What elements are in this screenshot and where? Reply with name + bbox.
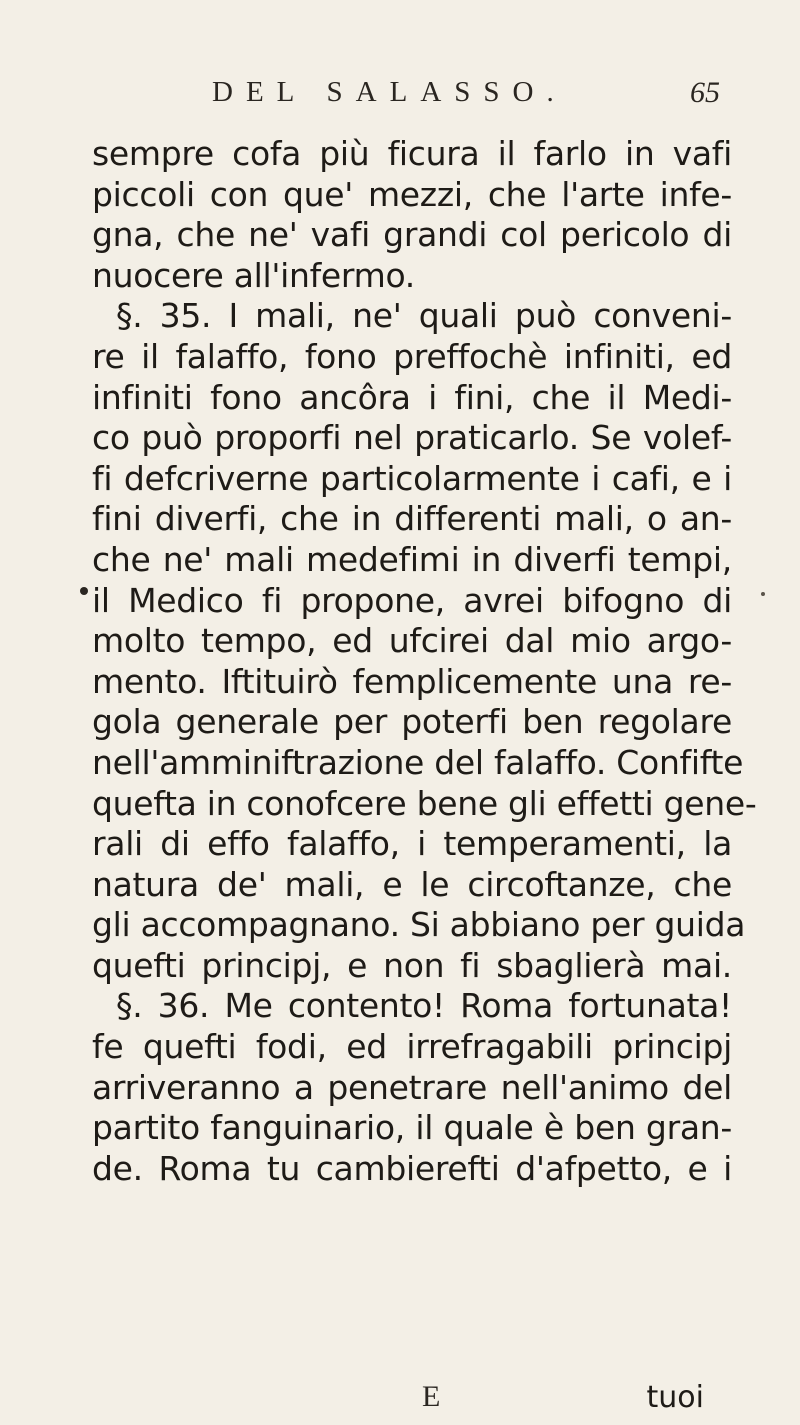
text-line: infiniti fono ancôra i fini, che il Medi- (92, 377, 732, 417)
margin-mark (80, 587, 88, 595)
text-line: arriveranno a penetrare nell'animo del (92, 1067, 732, 1107)
text-line: nuocere all'infermo. (92, 255, 415, 295)
text-line: co può proporfi nel praticarlo. Se volef- (92, 418, 732, 458)
text-line: gna, che ne' vafi grandi col pericolo di (92, 215, 732, 255)
text-line: gola generale per poterfi ben regolare (92, 702, 732, 742)
text-line: che ne' mali medefimi in diverfi tempi, (92, 539, 732, 579)
page-number: 65 (690, 76, 720, 109)
text-line: rali di effo falaffo, i temperamenti, la (92, 824, 732, 864)
text-line: partito fanguinario, il quale è ben gran- (92, 1108, 732, 1148)
text-line: fini diverfi, che in differenti mali, o an- (92, 499, 732, 539)
text-line: quefta in conofcere bene gli effetti gene- (92, 783, 757, 823)
margin-dot (761, 592, 765, 596)
catchword: tuoi (646, 1380, 704, 1415)
text-line: mento. Iftituirò femplicemente una re- (92, 661, 732, 701)
text-line: fi defcriverne particolarmente i cafi, e i (92, 458, 732, 498)
page-footer (100, 1380, 720, 1420)
text-line: molto tempo, ed ufcirei dal mio argo- (92, 621, 732, 661)
signature-mark: E (422, 1380, 441, 1413)
running-head: DEL SALASSO. (212, 76, 567, 108)
text-line: de. Roma tu cambierefti d'afpetto, e i (92, 1148, 732, 1188)
text-line: gli accompagnano. Si abbiano per guida (92, 905, 746, 945)
page-header (100, 76, 720, 116)
text-line: natura de' mali, e le circoftanze, che (92, 864, 732, 904)
text-line: §. 36. Me contento! Roma fortunata! (116, 986, 732, 1026)
text-line: re il falaffo, fono preffochè infiniti, ed (92, 336, 732, 376)
text-line: piccoli con que' mezzi, che l'arte infe- (92, 174, 732, 214)
text-line: §. 35. I mali, ne' quali può conveni- (116, 296, 732, 336)
text-line: nell'amminiftrazione del falaffo. Confifte (92, 742, 744, 782)
body-text (92, 134, 757, 1189)
text-line: il Medico fi propone, avrei bifogno di (92, 580, 732, 620)
text-line: quefti principj, e non fi sbaglierà mai. (92, 945, 732, 985)
text-line: fe quefti fodi, ed irrefragabili principj (92, 1027, 732, 1067)
text-line: sempre cofa più ficura il farlo in vafi (92, 134, 732, 173)
